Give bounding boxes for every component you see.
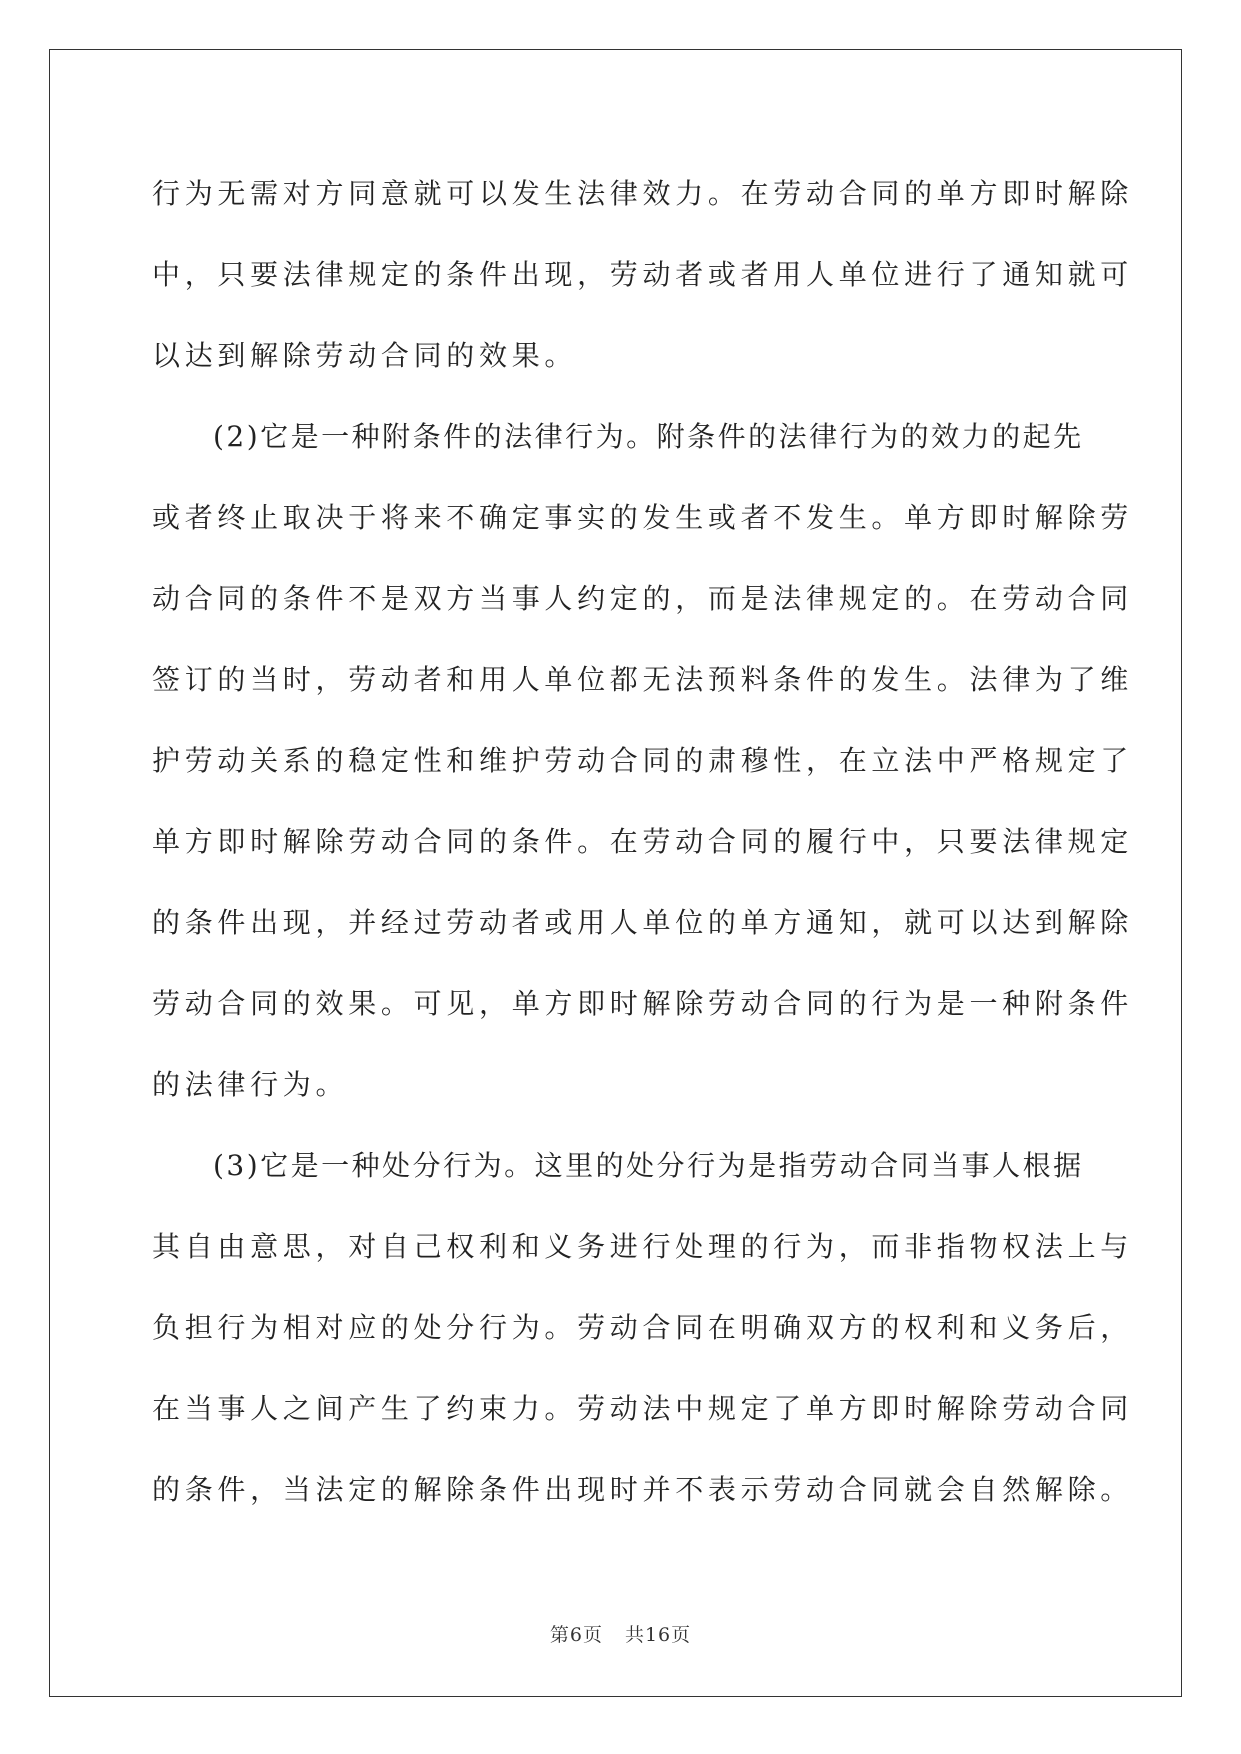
text-line: 签订的当时，劳动者和用人单位都无法预料条件的发生。法律为了维 — [152, 663, 1134, 696]
text-line: 或者终止取决于将来不确定事实的发生或者不发生。单方即时解除劳 — [152, 501, 1134, 534]
document-body — [152, 153, 1134, 1530]
page-total: 共16页 — [624, 1624, 692, 1646]
text-line: 以达到解除劳动合同的效果。 — [152, 339, 578, 372]
page-number: 第6页 — [549, 1624, 603, 1646]
page-footer — [0, 1620, 1241, 1647]
text-line: 的条件，当法定的解除条件出现时并不表示劳动合同就会自然解除。 — [152, 1473, 1134, 1506]
text-line: 护劳动关系的稳定性和维护劳动合同的肃穆性，在立法中严格规定了 — [152, 744, 1134, 777]
text-line: 中，只要法律规定的条件出现，劳动者或者用人单位进行了通知就可 — [152, 258, 1134, 291]
text-line: 单方即时解除劳动合同的条件。在劳动合同的履行中，只要法律规定 — [152, 825, 1134, 858]
paragraph-2-first-line: (2)它是一种附条件的法律行为。附条件的法律行为的效力的起先 — [213, 420, 1084, 453]
text-line: 行为无需对方同意就可以发生法律效力。在劳动合同的单方即时解除 — [152, 177, 1134, 210]
text-line: 的条件出现，并经过劳动者或用人单位的单方通知，就可以达到解除 — [152, 906, 1134, 939]
text-line: 的法律行为。 — [152, 1068, 349, 1101]
text-line: 劳动合同的效果。可见，单方即时解除劳动合同的行为是一种附条件 — [152, 987, 1134, 1020]
text-line: 其自由意思，对自己权利和义务进行处理的行为，而非指物权法上与 — [152, 1230, 1134, 1263]
text-line: 负担行为相对应的处分行为。劳动合同在明确双方的权利和义务后， — [152, 1311, 1134, 1344]
text-line: 在当事人之间产生了约束力。劳动法中规定了单方即时解除劳动合同 — [152, 1392, 1134, 1425]
text-line: 动合同的条件不是双方当事人约定的，而是法律规定的。在劳动合同 — [152, 582, 1134, 615]
paragraph-3-first-line: (3)它是一种处分行为。这里的处分行为是指劳动合同当事人根据 — [213, 1149, 1084, 1182]
